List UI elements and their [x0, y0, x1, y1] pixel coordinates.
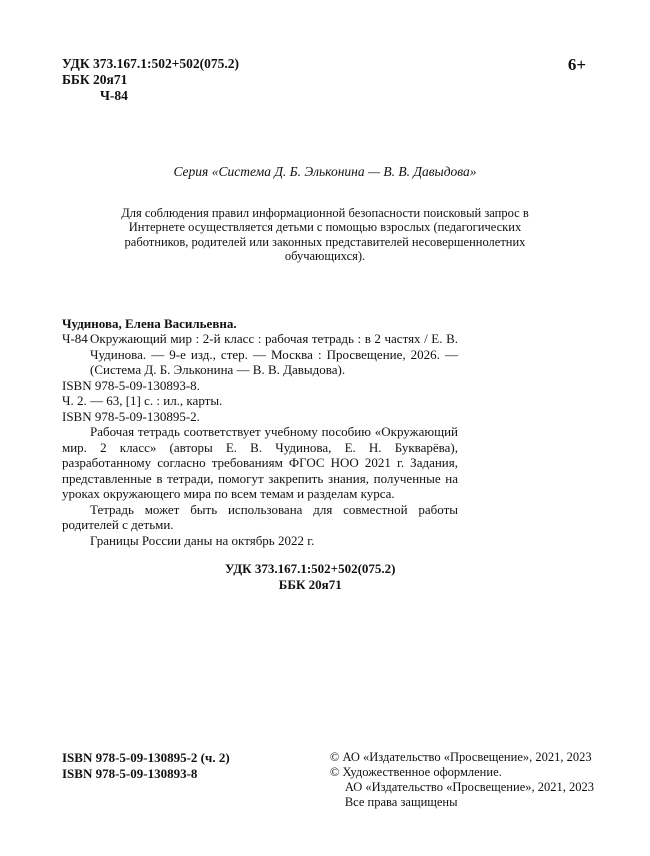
- catalog-entry: [62, 331, 458, 378]
- bbk-code-bottom: ББК 20я71: [278, 576, 342, 592]
- copyright-block: [330, 750, 594, 810]
- annotation-paragraph-1: Рабочая тетрадь соответствует учебному пособию «Окружающий мир. 2 класс» (авторы Е. В. Чудинова, Е. Н. Букварёва), разработанному согласно требованиям ФГОС НОО 2021 г. Задания, представленные в тетради, помогут закрепить знания, полученные на уроках окружающего мира по всем темам и разделам курса.: [62, 424, 458, 501]
- bibliographic-codes-bottom: [225, 561, 396, 592]
- annotation-paragraph-2: Тетрадь может быть использована для совместной работы родителей с детьми.: [62, 501, 458, 532]
- bibliographic-description: Окружающий мир : 2-й класс : рабочая тетрадь : в 2 частях / Е. В. Чудинова. — 9-е изд., стер. — Москва : Просвещение, 2026. — (Система Д. Б. Эльконина — В. В. Давыдова).: [90, 331, 458, 377]
- udk-code-bottom: УДК 373.167.1:502+502(075.2): [225, 561, 396, 576]
- footer-isbn-block: [62, 750, 230, 782]
- author-sign-top: Ч-84: [100, 88, 128, 103]
- part-info-line: Ч. 2. — 63, [1] с. : ил., карты.: [62, 393, 223, 408]
- copyright-line-3: АО «Издательство «Просвещение», 2021, 2023: [344, 780, 594, 794]
- imprint-footer: [62, 750, 594, 810]
- safety-notice: Для соблюдения правил информационной безопасности поисковый запрос в Интернете осуществляется детьми с помощью взрослых (педагогических работников, родителей или законных представителей несовершеннолетних обучающихся).: [121, 205, 529, 263]
- copyright-line-4: Все права защищены: [344, 795, 458, 809]
- annotation-paragraph-3: Границы России даны на октябрь 2022 г.: [90, 532, 315, 548]
- footer-isbn-2: ISBN 978-5-09-130893-8: [62, 766, 198, 781]
- bibliographic-codes-top: [62, 56, 239, 104]
- bbk-code-top: ББК 20я71: [62, 72, 128, 87]
- series-title: Серия «Система Д. Б. Эльконина — В. В. Давыдова»: [173, 164, 477, 179]
- isbn-part2-line: ISBN 978-5-09-130895-2.: [62, 408, 200, 424]
- top-row: [62, 56, 588, 104]
- isbn-part1-line: ISBN 978-5-09-130893-8.: [62, 377, 200, 393]
- author-heading: Чудинова, Елена Васильевна.: [62, 315, 237, 331]
- author-sign-entry: Ч-84: [62, 331, 88, 346]
- age-rating-badge: 6+: [567, 55, 586, 74]
- catalog-card: [62, 316, 458, 593]
- footer-isbn-1: ISBN 978-5-09-130895-2 (ч. 2): [62, 750, 230, 765]
- udk-code-top: УДК 373.167.1:502+502(075.2): [62, 56, 240, 71]
- copyright-line-2: © Художественное оформление.: [329, 765, 502, 779]
- copyright-line-1: © АО «Издательство «Просвещение», 2021, 2023: [329, 750, 592, 764]
